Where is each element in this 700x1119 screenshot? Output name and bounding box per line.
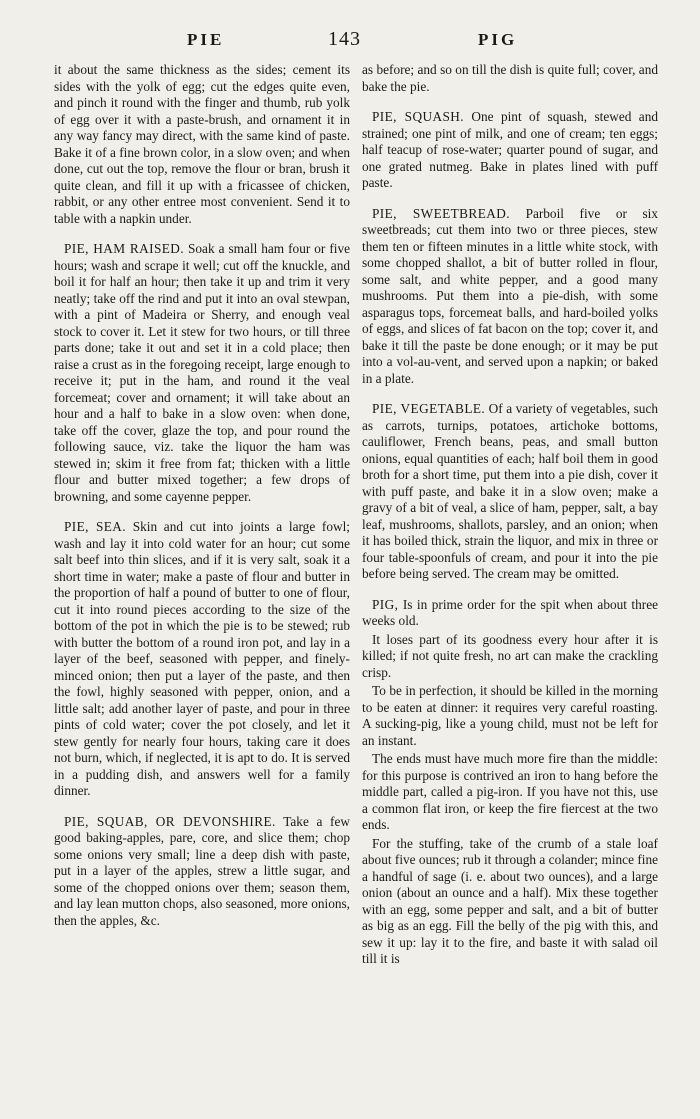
entry-heading: PIE, VEGETABLE. (372, 401, 486, 416)
continuation-paragraph: it about the same thickness as the sides; cement its sides with the yolk of egg; cut the edges quite even, and pinch it round with the finger and thumb, rub yolk of egg over it with a paste-brush, and ornament it in any way fancy may direct, with the same kind of paste. Bake it of a fine brown color, in a slow oven; and when done, cut out the top, remove the flour or bran, brush it quite clean, and fill it up with a fricassee of chicken, rabbit, or any other entree most convenient. Send it to table with a napkin under. (54, 62, 350, 226)
header-left-word: PIE (187, 30, 225, 49)
entry-heading: PIG, (372, 596, 399, 612)
entry-text: Parboil five or six sweetbreads; cut them into two or three pieces, stew them ten or fifteen minutes in a little white stock, with some chopped shallot, a bit of butter rolled in flour, some salt, and white pepper, and a good many mushrooms. Put them into a pie-dish, with some asparagus tops, forcemeat balls, and hard-boiled yolks of eggs, and slices of fat bacon on the top; cover it, and bake it till the paste be done enough; or it may be put into a vol-au-vent, and served upon a napkin; or baked in a plate. (362, 205, 658, 386)
pig-paragraph-3: To be in perfection, it should be killed in the morning to be eaten at dinner: it requires very careful roasting. A sucking-pig, like a young child, must not be left for an instant. (362, 683, 658, 748)
entry-heading: PIE, SQUAB, OR DEVONSHIRE. (64, 813, 276, 829)
running-header (0, 30, 700, 54)
entry-heading: PIE, SEA. (64, 519, 127, 534)
entry-sea (54, 519, 350, 800)
entry-vegetable (362, 401, 658, 583)
entry-text: One pint of squash, stewed and strained; one pint of milk, and one of cream; ten eggs; half teacup of rose-water; quarter pound of sugar, and one grated nutmeg. Bake in plates lined with puff paste. (362, 109, 658, 190)
entry-sweetbread (362, 206, 658, 388)
pig-paragraph-5: For the stuffing, take of the crumb of a stale loaf about five ounces; rub it through a colander; mince fine a handful of sage (i. e. about two ounces), and a large onion (about an ounce and a half). Mix these together with an egg, some pepper and salt, and a bit of butter as big as an egg. Fill the belly of the pig with this, and sew it up: lay it to the fire, and baste it with salad oil till it is (362, 835, 658, 966)
entry-text: Take a few good baking-apples, pare, core, and slice them; chop some onions very small; line a deep dish with paste, put in a layer of the apples, strew a little sugar, and some of the chopped onions over them; season them, and lay lean mutton chops, also seasoned, more onions, then the apples, &c. (54, 813, 350, 928)
pig-paragraph-2: It loses part of its goodness every hour after it is killed; if not quite fresh, no art can make the crackling crisp. (362, 631, 658, 680)
entry-heading: PIE, SQUASH. (372, 109, 464, 124)
left-column (54, 62, 350, 929)
entry-text: Skin and cut into joints a large fowl; wash and lay it into cold water for an hour; cut some salt beef into thin slices, and if it is very salt, soak it a short time in water; make a paste of flour and butter in the proportion of half a pound of butter to one of flour, cut it into round pieces according to the size of the bottom of the pot in which the pie is to be stewed; rub with butter the bottom of a round iron pot, and lay in a layer of the beef, seasoned with pepper, and finely-minced onion; then put a layer of the paste, and then the fowl, highly seasoned with pepper, onion, and a little salt; add another layer of paste, and pour in three pints of cold water; cover the pot closely, and let it stew gently for nearly four hours, taking care it does not burn, which, if neglected, it is apt to do. It is served in a pudding dish, and answers well for a family dinner. (54, 519, 350, 798)
continuation-paragraph: as before; and so on till the dish is quite full; cover, and bake the pie. (362, 62, 658, 94)
entry-squab (54, 814, 350, 930)
entry-pig (362, 597, 658, 630)
pig-paragraph-4: The ends must have much more fire than the middle: for this purpose is contrived an iron to hang before the middle part, called a pig-iron. If you have not this, use a common flat iron, or keep the fire fiercest at the two ends. (362, 751, 658, 832)
entry-heading: PIE, SWEETBREAD. (372, 205, 510, 221)
page-number: 143 (328, 28, 361, 50)
entry-squash (362, 109, 658, 192)
entry-ham-raised (54, 241, 350, 505)
entry-heading: PIE, HAM RAISED. (64, 241, 185, 256)
entry-text: Soak a small ham four or five hours; wash and scrape it well; cut off the knuckle, and boil it for half an hour; then take it up and trim it very neatly; take off the rind and put it into an oval stewpan, with a pint of Madeira or Sherry, and enough veal stock to cover it. Let it stew for two hours, or till three parts done; take it out and set it in a cold place; then raise a crust as in the foregoing receipt, large enough to receive it; put in the ham, and round it the veal forcemeat; cover and ornament; it will take about an hour and a half to bake in a slow oven: when done, take off the cover, glaze the top, and pour round the following sauce, viz. take the liquor the ham was stewed in; skim it free from fat; thicken with a little flour and butter mixed together; a few drops of browning, and some cayenne pepper. (54, 241, 350, 504)
right-column (362, 62, 658, 968)
entry-text: Of a variety of vegetables, such as carrots, turnips, potatoes, artichoke bottoms, cauliflower, French beans, peas, and small button onions, equal quantities of each; half boil them in good broth for a short time, put them into a pie dish, cover it with puff paste, and bake it in a slow oven; make a gravy of a bit of veal, a slice of ham, pepper, salt, a bay leaf, mushrooms, shallots, parsley, and an onion; when it has boiled thick, strain the liquor, and mix in three or four table-spoonfuls of cream, and pour it into the pie before being served. The cream may be omitted. (362, 401, 658, 581)
entry-text: Is in prime order for the spit when about three weeks old. (362, 596, 659, 628)
header-right-word: PIG (478, 30, 518, 49)
